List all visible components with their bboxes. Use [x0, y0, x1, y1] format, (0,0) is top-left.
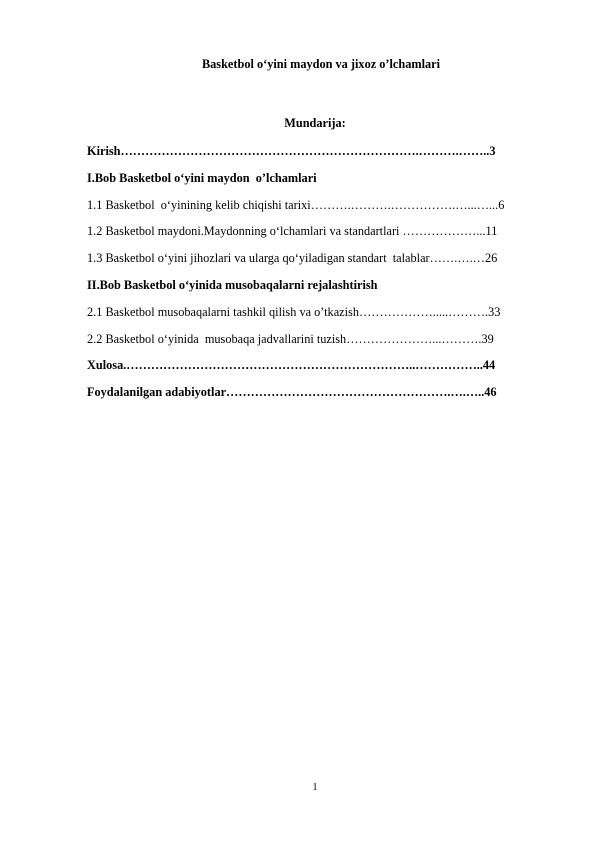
toc-heading: Mundarija:: [284, 116, 346, 130]
toc-entry-conclusion: Xulosa.……………………………………………………………..……………..44: [87, 358, 496, 373]
toc-entry-introduction: Kirish……………………………………………………………….……….……..3: [87, 144, 496, 158]
toc-entry-section-2-1: 2.1 Basketbol musobaqalarni tashkil qilish va o’tkazish……………….....……….33: [87, 304, 501, 319]
table-of-contents: [87, 143, 567, 411]
toc-entry-chapter-1: I.Bob Basketbol o‘yini maydon o’lchamlari: [87, 170, 317, 185]
toc-entry-chapter-2: II.Bob Basketbol o‘yinida musobaqalarni rejalashtirish: [87, 277, 378, 292]
document-title: Basketbol o‘yini maydon va jixoz o’lchamlari: [201, 57, 441, 71]
page-number: 1: [312, 782, 318, 793]
toc-entry-section-1-3: 1.3 Basketbol o‘yini jihozlari va ularga qo‘yiladigan standart talablar…….….…26: [87, 251, 498, 266]
toc-entry-section-1-1: 1.1 Basketbol o‘yinining kelib chiqishi tarixi……….……….…………….…...…...6: [87, 197, 505, 212]
toc-entry-section-2-2: 2.2 Basketbol o‘yinida musobaqa jadvallarini tuzish…………………...……….39: [87, 331, 494, 346]
toc-entry-section-1-2: 1.2 Basketbol maydoni.Maydonning o‘lchamlari va standartlari ………………...11: [87, 224, 498, 239]
toc-entry-references: Foydalanilgan adabiyotlar……………………………………………….….…..46: [87, 385, 497, 400]
